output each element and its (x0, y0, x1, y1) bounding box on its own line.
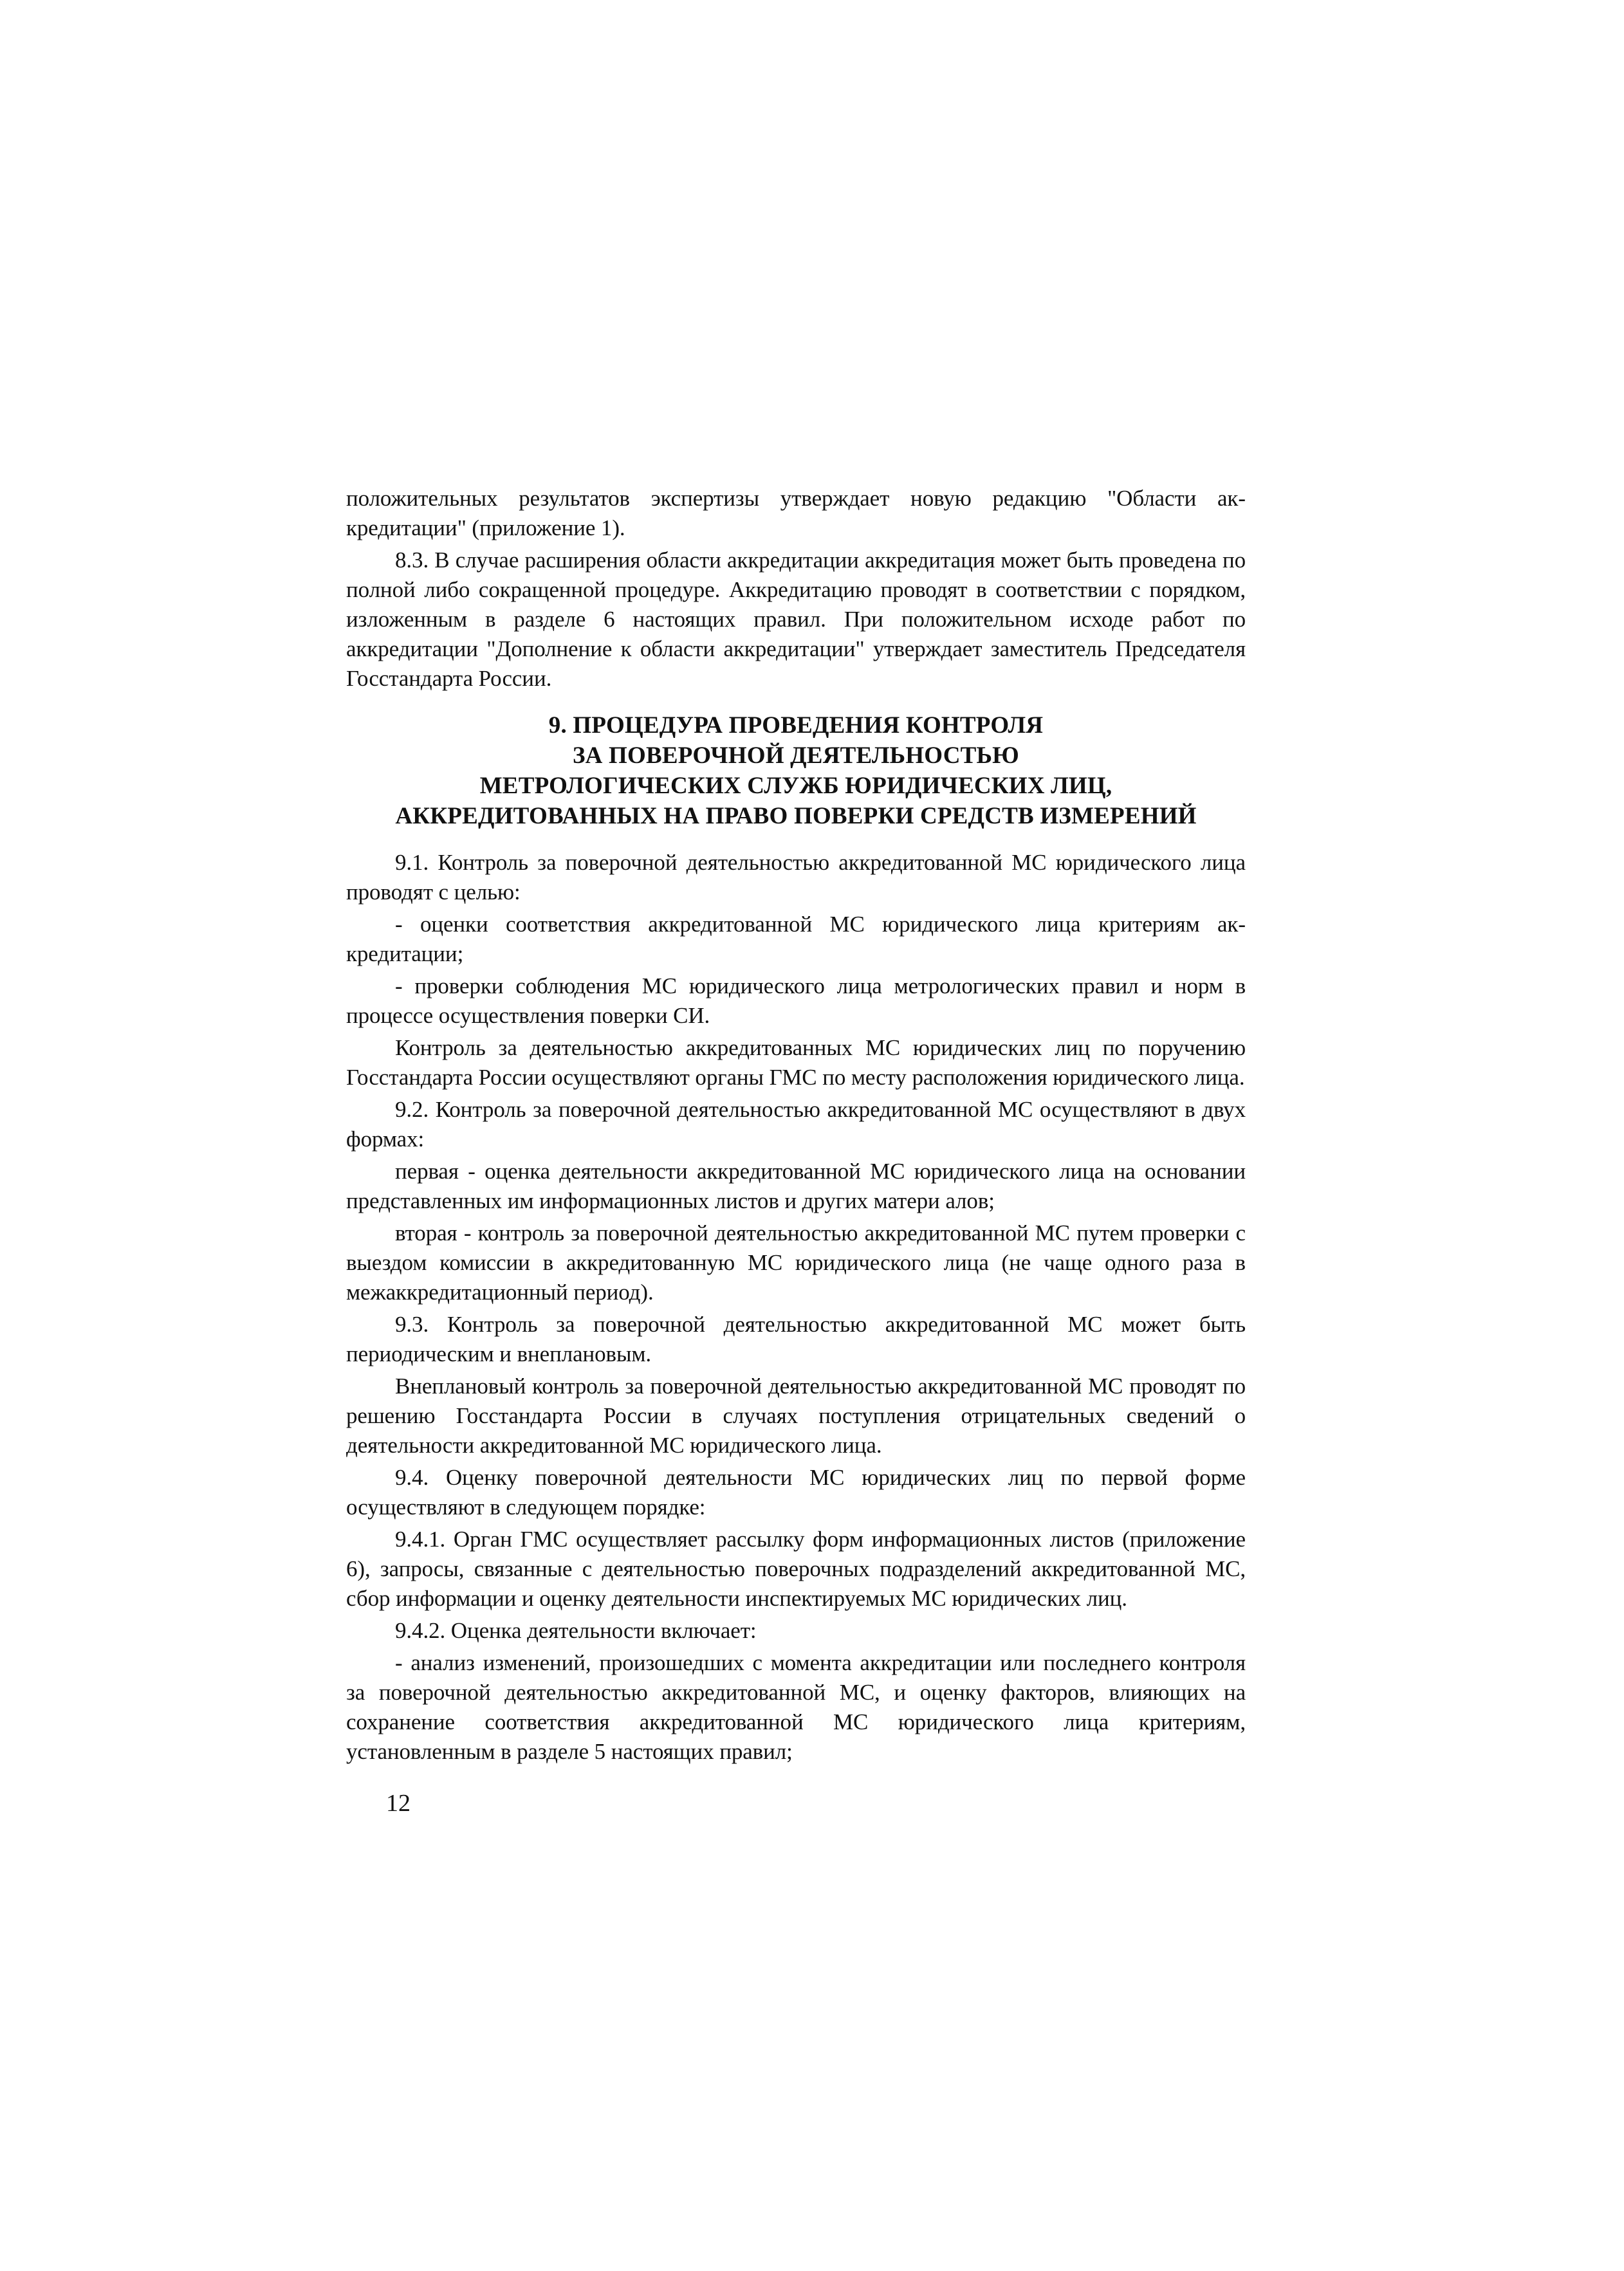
top-text-block (346, 484, 1246, 696)
paragraph-control-bodies: Контроль за деятельностью аккредитованных МС юридических лиц по поручению Госстандарта России осуществляют органы ГМС по месту расположения юридического лица. (346, 1035, 1246, 1090)
section-body (346, 848, 1246, 1769)
paragraph-8-3: 8.3. В случае расширения области аккредитации аккредитация может быть проведена по полной либо сокращенной процедуре. Аккредитацию проводят в соответствии с порядком, изложенным в разделе 6 настоящих правил. При положительном исходе работ по аккредитации "Дополнение к области аккредитации" утверждает заместитель Председателя Госстандарта России. (346, 547, 1246, 691)
list-item-change-analysis: - анализ изменений, произошедших с момента аккредитации или последнего контроля за поверочной деятельностью аккредитованной МС, и оценку факторов, влияющих на сохранение соответствия аккредитованной МС юридического лица критериям, установленным в разделе 5 настоящих правил; (346, 1650, 1246, 1764)
section-heading-line-2: ЗА ПОВЕРОЧНОЙ ДЕЯТЕЛЬНОСТЬЮ (572, 742, 1020, 769)
paragraph-9-4-2: 9.4.2. Оценка деятельности включает: (395, 1618, 757, 1643)
paragraph-9-4-1: 9.4.1. Орган ГМС осуществляет рассылку форм информационных листов (приложение 6), запросы, связанные с деятельностью поверочных подразделений аккредитованной МС, сбор информации и оценку деятельности инспектируемых МС юридических лиц. (346, 1527, 1246, 1611)
list-item-first-form: первая - оценка деятельности аккредитованной МС юридического лица на основании представленных им информационных листов и других матери алов; (346, 1159, 1246, 1213)
paragraph-9-1: 9.1. Контроль за поверочной деятельностью аккредитованной МС юридического лица проводят с целью: (346, 850, 1246, 905)
section-heading (346, 710, 1246, 831)
list-item-conformity: - оценки соответствия аккредитованной МС юридического лица критериям аккредитации; (346, 912, 1246, 966)
paragraph-9-2: 9.2. Контроль за поверочной деятельностью аккредитованной МС осуществляют в двух формах: (346, 1097, 1246, 1152)
section-heading-line-4: АККРЕДИТОВАННЫХ НА ПРАВО ПОВЕРКИ СРЕДСТВ ИЗМЕРЕНИЙ (395, 803, 1197, 829)
section-heading-line-1: 9. ПРОЦЕДУРА ПРОВЕДЕНИЯ КОНТРОЛЯ (548, 712, 1044, 739)
page-number: 12 (386, 1790, 411, 1817)
paragraph-9-4: 9.4. Оценку поверочной деятельности МС юридических лиц по первой форме осуществляют в следующем порядке: (346, 1465, 1246, 1520)
list-item-second-form: вторая - контроль за поверочной деятельностью аккредитованной МС путем проверки с выездом комиссии в аккредитованную МС юридического лица (не чаще одного раза в межаккредитационный период). (346, 1220, 1246, 1305)
paragraph-continuation: положительных результатов экспертизы утверждает новую редакцию "Области аккредитации" (приложение 1). (346, 486, 1246, 540)
paragraph-9-3: 9.3. Контроль за поверочной деятельностью аккредитованной МС может быть периодическим и внеплановым. (346, 1312, 1246, 1366)
paragraph-unscheduled-control: Внеплановый контроль за поверочной деятельностью аккредитованной МС проводят по решению Госстандарта России в случаях поступления отрицательных сведений о деятельности аккредитованной МС юридического лица. (346, 1374, 1246, 1458)
list-item-compliance: - проверки соблюдения МС юридического лица метрологических правил и норм в процессе осуществления поверки СИ. (346, 973, 1246, 1028)
section-heading-line-3: МЕТРОЛОГИЧЕСКИХ СЛУЖБ ЮРИДИЧЕСКИХ ЛИЦ, (479, 773, 1112, 799)
